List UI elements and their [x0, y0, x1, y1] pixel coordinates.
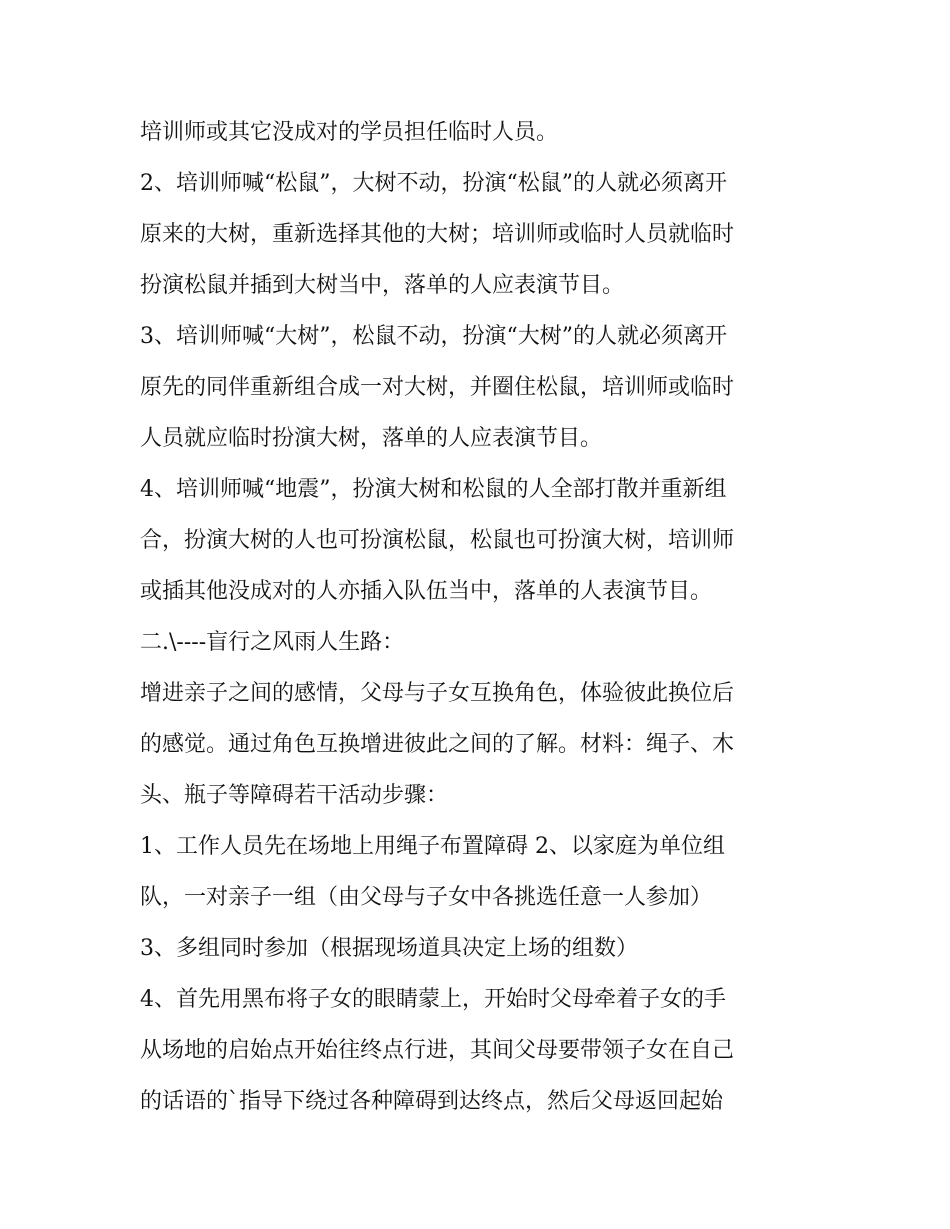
text-line-5: 3、培训师喊“大树”，松鼠不动，扮演“大树”的人就必须离开 [140, 324, 727, 349]
text-line-10: 或插其他没成对的人亦插入队伍当中，落单的人表演节目。 [140, 579, 713, 604]
document-body [140, 107, 820, 1127]
text-line-14: 头、瓶子等障碍若干活动步骤： [140, 783, 449, 808]
text-line-7: 人员就应临时扮演大树，落单的人应表演节目。 [140, 426, 603, 451]
text-line-2: 2、培训师喊“松鼠”，大树不动，扮演“松鼠”的人就必须离开 [140, 171, 727, 196]
text-line-20: 的话语的`指导下绕过各种障碍到达终点，然后父母返回起始 [140, 1089, 724, 1114]
text-line-17: 3、多组同时参加（根据现场道具决定上场的组数） [140, 936, 638, 961]
text-line-13: 的感觉。通过角色互换增进彼此之间的了解。材料：绳子、木 [140, 732, 735, 757]
text-line-8: 4、培训师喊“地震”，扮演大树和松鼠的人全部打散并重新组 [140, 477, 727, 502]
section-heading: 二.\----盲行之风雨人生路： [140, 630, 405, 655]
text-line-1: 培训师或其它没成对的学员担任临时人员。 [140, 120, 559, 145]
text-line-16: 队，一对亲子一组（由父母与子女中各挑选任意一人参加） [140, 885, 713, 910]
text-line-3: 原来的大树，重新选择其他的大树；培训师或临时人员就临时 [140, 222, 735, 247]
text-line-9: 合，扮演大树的人也可扮演松鼠，松鼠也可扮演大树，培训师 [140, 528, 735, 553]
text-line-18: 4、首先用黑布将子女的眼睛蒙上，开始时父母牵着子女的手 [140, 987, 726, 1012]
text-line-15: 1、工作人员先在场地上用绳子布置障碍 2、以家庭为单位组 [140, 834, 725, 859]
text-line-6: 原先的同伴重新组合成一对大树，并圈住松鼠，培训师或临时 [140, 375, 735, 400]
text-line-4: 扮演松鼠并插到大树当中，落单的人应表演节目。 [140, 273, 625, 298]
text-line-19: 从场地的启始点开始往终点行进，其间父母要带领子女在自己 [140, 1038, 735, 1063]
text-line-12: 增进亲子之间的感情，父母与子女互换角色，体验彼此换位后 [140, 681, 735, 706]
